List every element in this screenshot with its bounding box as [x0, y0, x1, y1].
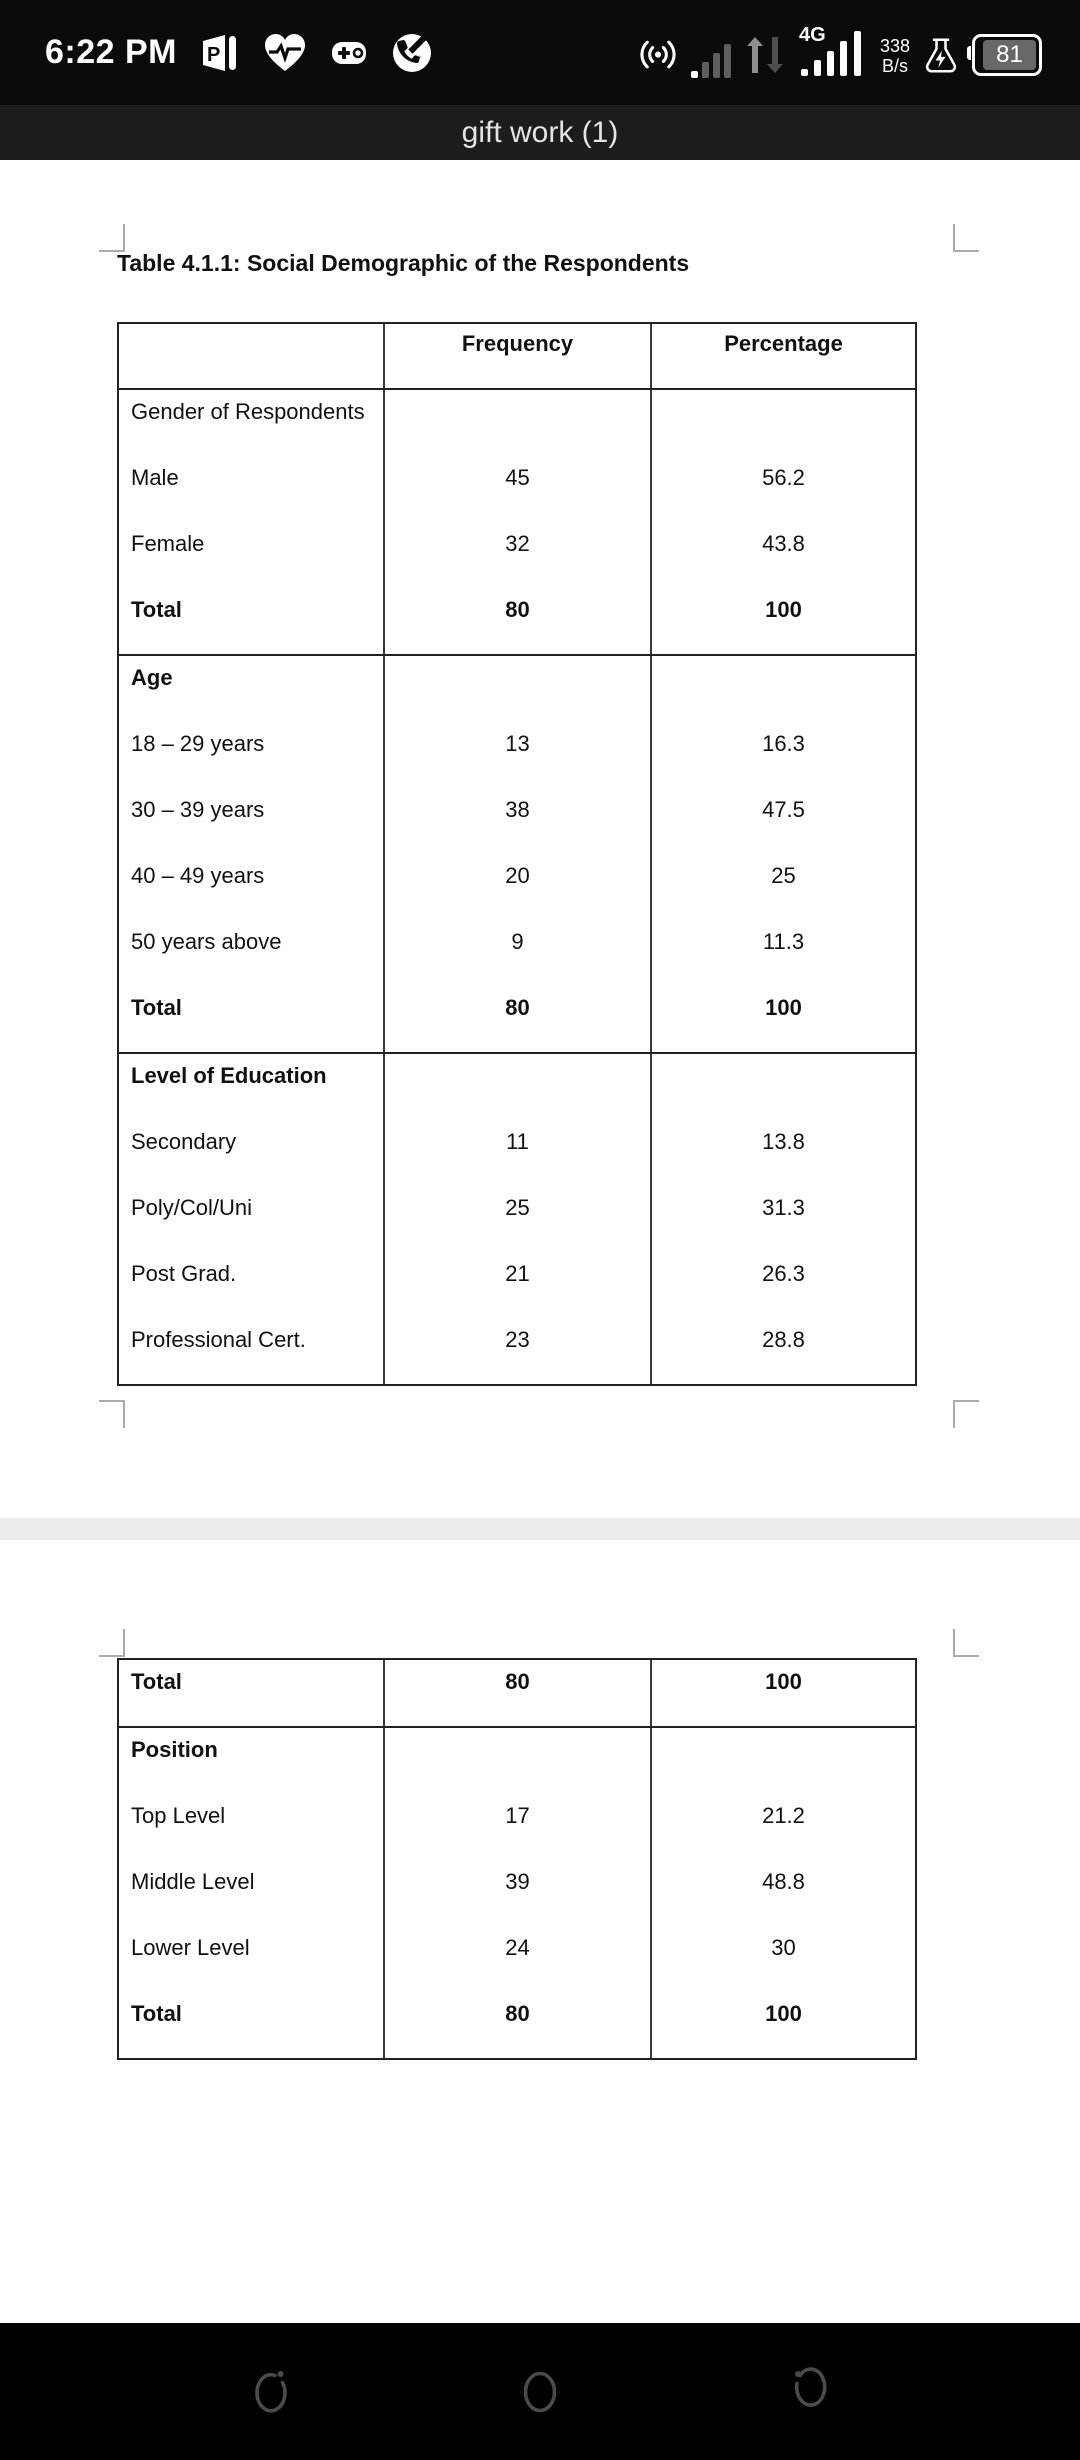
- table-cell: [385, 390, 652, 654]
- flask-icon: [923, 34, 959, 78]
- app-title-bar: [0, 105, 1080, 160]
- row-value: 47.5: [762, 797, 805, 822]
- margin-corner-mark: [953, 224, 979, 252]
- status-time: 6:22 PM: [45, 33, 177, 71]
- row-value: 39: [505, 1869, 530, 1894]
- row-value: 16.3: [762, 731, 805, 756]
- table-section: [119, 654, 915, 1052]
- table-cell: [119, 1660, 385, 1726]
- table-cell: [385, 1054, 652, 1384]
- margin-corner-mark: [953, 1629, 979, 1657]
- table-cell: [652, 1728, 915, 2058]
- header-cell: [652, 324, 915, 388]
- row-value: 23: [505, 1327, 530, 1352]
- document-view[interactable]: [0, 160, 1080, 2323]
- table-cell: [385, 656, 652, 1052]
- row-value: 17: [505, 1803, 530, 1828]
- row-value: 100: [765, 597, 802, 622]
- section-header-label: Position: [131, 1737, 218, 1762]
- row-label: 18 – 29 years: [131, 731, 265, 756]
- table-cell: [652, 656, 915, 1052]
- row-value: 25: [505, 1195, 530, 1220]
- demographics-table-page1: [117, 322, 917, 1386]
- p-doc-notification-icon: [201, 33, 239, 73]
- data-transfer-arrows-icon: [744, 32, 786, 78]
- status-bar: [0, 0, 1080, 105]
- row-value: 26.3: [762, 1261, 805, 1286]
- network-type-label: 4G: [798, 23, 826, 46]
- battery-nub: [967, 46, 971, 60]
- table-cell: [385, 1728, 652, 2058]
- row-value: 21.2: [762, 1803, 805, 1828]
- row-value: 80: [505, 2001, 530, 2026]
- table-caption: Table 4.1.1: Social Demographic of the Respondents: [117, 250, 690, 276]
- margin-corner-mark: [99, 1400, 125, 1428]
- row-label: Total: [131, 1669, 182, 1694]
- row-value: 9: [511, 929, 524, 954]
- row-label: Post Grad.: [131, 1261, 237, 1286]
- table-cell: [119, 1728, 385, 2058]
- margin-corner-mark: [953, 1400, 979, 1428]
- header-cell: [385, 324, 652, 388]
- margin-corner-mark: [99, 1629, 125, 1657]
- android-nav-bar: [0, 2323, 1080, 2460]
- row-value: 11.3: [762, 929, 805, 954]
- table-cell: [119, 390, 385, 654]
- row-value: 45: [505, 465, 530, 490]
- network-speed-unit: B/s: [881, 55, 908, 76]
- sim2-signal-4g-icon: [798, 23, 867, 78]
- demographics-table-page2: [117, 1658, 917, 2060]
- table-cell: [119, 1054, 385, 1384]
- phone-call-notification-icon: [391, 32, 433, 74]
- row-value: 80: [505, 995, 530, 1020]
- recents-button[interactable]: [249, 2364, 295, 2420]
- network-speed-value: 338: [879, 35, 910, 56]
- battery-percent: 81: [996, 40, 1023, 68]
- table-section: [119, 1660, 915, 1726]
- row-label: Secondary: [131, 1129, 237, 1154]
- row-value: 28.8: [762, 1327, 805, 1352]
- section-header-label: Gender of Respondents: [131, 399, 365, 424]
- row-value: 11: [506, 1129, 529, 1154]
- row-value: 21: [505, 1261, 530, 1286]
- row-value: 20: [505, 863, 530, 888]
- row-value: 25: [771, 863, 796, 888]
- row-value: 80: [505, 1669, 530, 1694]
- row-label: Lower Level: [131, 1935, 250, 1960]
- table-cell: [385, 1660, 652, 1726]
- row-value: 48.8: [762, 1869, 805, 1894]
- row-label: Top Level: [131, 1803, 226, 1828]
- row-value: 38: [505, 797, 530, 822]
- row-label: 30 – 39 years: [131, 797, 265, 822]
- table-cell: [652, 390, 915, 654]
- row-value: 100: [765, 995, 802, 1020]
- table-cell: [652, 1054, 915, 1384]
- row-value: 30: [771, 1935, 796, 1960]
- row-label: Male: [131, 465, 179, 490]
- row-value: 31.3: [762, 1195, 805, 1220]
- back-button[interactable]: [785, 2364, 831, 2420]
- row-value: 32: [505, 531, 530, 556]
- table-section: [119, 1726, 915, 2058]
- row-label: Total: [131, 2001, 182, 2026]
- table-section: [119, 388, 915, 654]
- table-section: [119, 1052, 915, 1384]
- network-speed-indicator: [880, 36, 910, 78]
- row-label: Total: [131, 597, 182, 622]
- svg-text:P: P: [207, 43, 221, 66]
- row-value: 13: [505, 731, 530, 756]
- column-header-label: [119, 324, 383, 388]
- row-value: 56.2: [762, 465, 805, 490]
- heart-pulse-notification-icon: [263, 33, 307, 73]
- row-label: Middle Level: [131, 1869, 255, 1894]
- row-label: Total: [131, 995, 182, 1020]
- status-bar-right: [638, 23, 1042, 78]
- section-header-label: Age: [131, 665, 173, 690]
- row-label: Female: [131, 531, 205, 556]
- row-value: 13.8: [762, 1129, 805, 1154]
- row-label: Poly/Col/Uni: [131, 1195, 253, 1220]
- table-header-row: [119, 324, 915, 388]
- row-value: 80: [505, 597, 530, 622]
- section-header-label: Level of Education: [131, 1063, 327, 1088]
- table-cell: [119, 656, 385, 1052]
- header-cell: [119, 324, 385, 388]
- page-break-strip: [0, 1518, 1080, 1540]
- table-cell: [652, 1660, 915, 1726]
- game-controller-notification-icon: [331, 40, 367, 66]
- sim1-signal-icon: [691, 38, 731, 78]
- battery-indicator: [972, 34, 1042, 76]
- row-value: 100: [765, 2001, 802, 2026]
- row-label: Professional Cert.: [131, 1327, 306, 1352]
- margin-corner-mark: [99, 224, 125, 252]
- row-value: 100: [765, 1669, 802, 1694]
- row-label: 40 – 49 years: [131, 863, 265, 888]
- hotspot-icon: [638, 28, 678, 78]
- row-value: 43.8: [762, 531, 805, 556]
- home-button[interactable]: [517, 2364, 563, 2420]
- status-bar-left: [45, 32, 433, 74]
- row-value: 24: [505, 1935, 530, 1960]
- battery-fill: [983, 40, 1036, 70]
- document-title: gift work (1): [461, 115, 619, 149]
- row-label: 50 years above: [131, 929, 282, 954]
- column-header-label: Frequency: [461, 331, 574, 356]
- column-header-label: Percentage: [724, 331, 843, 356]
